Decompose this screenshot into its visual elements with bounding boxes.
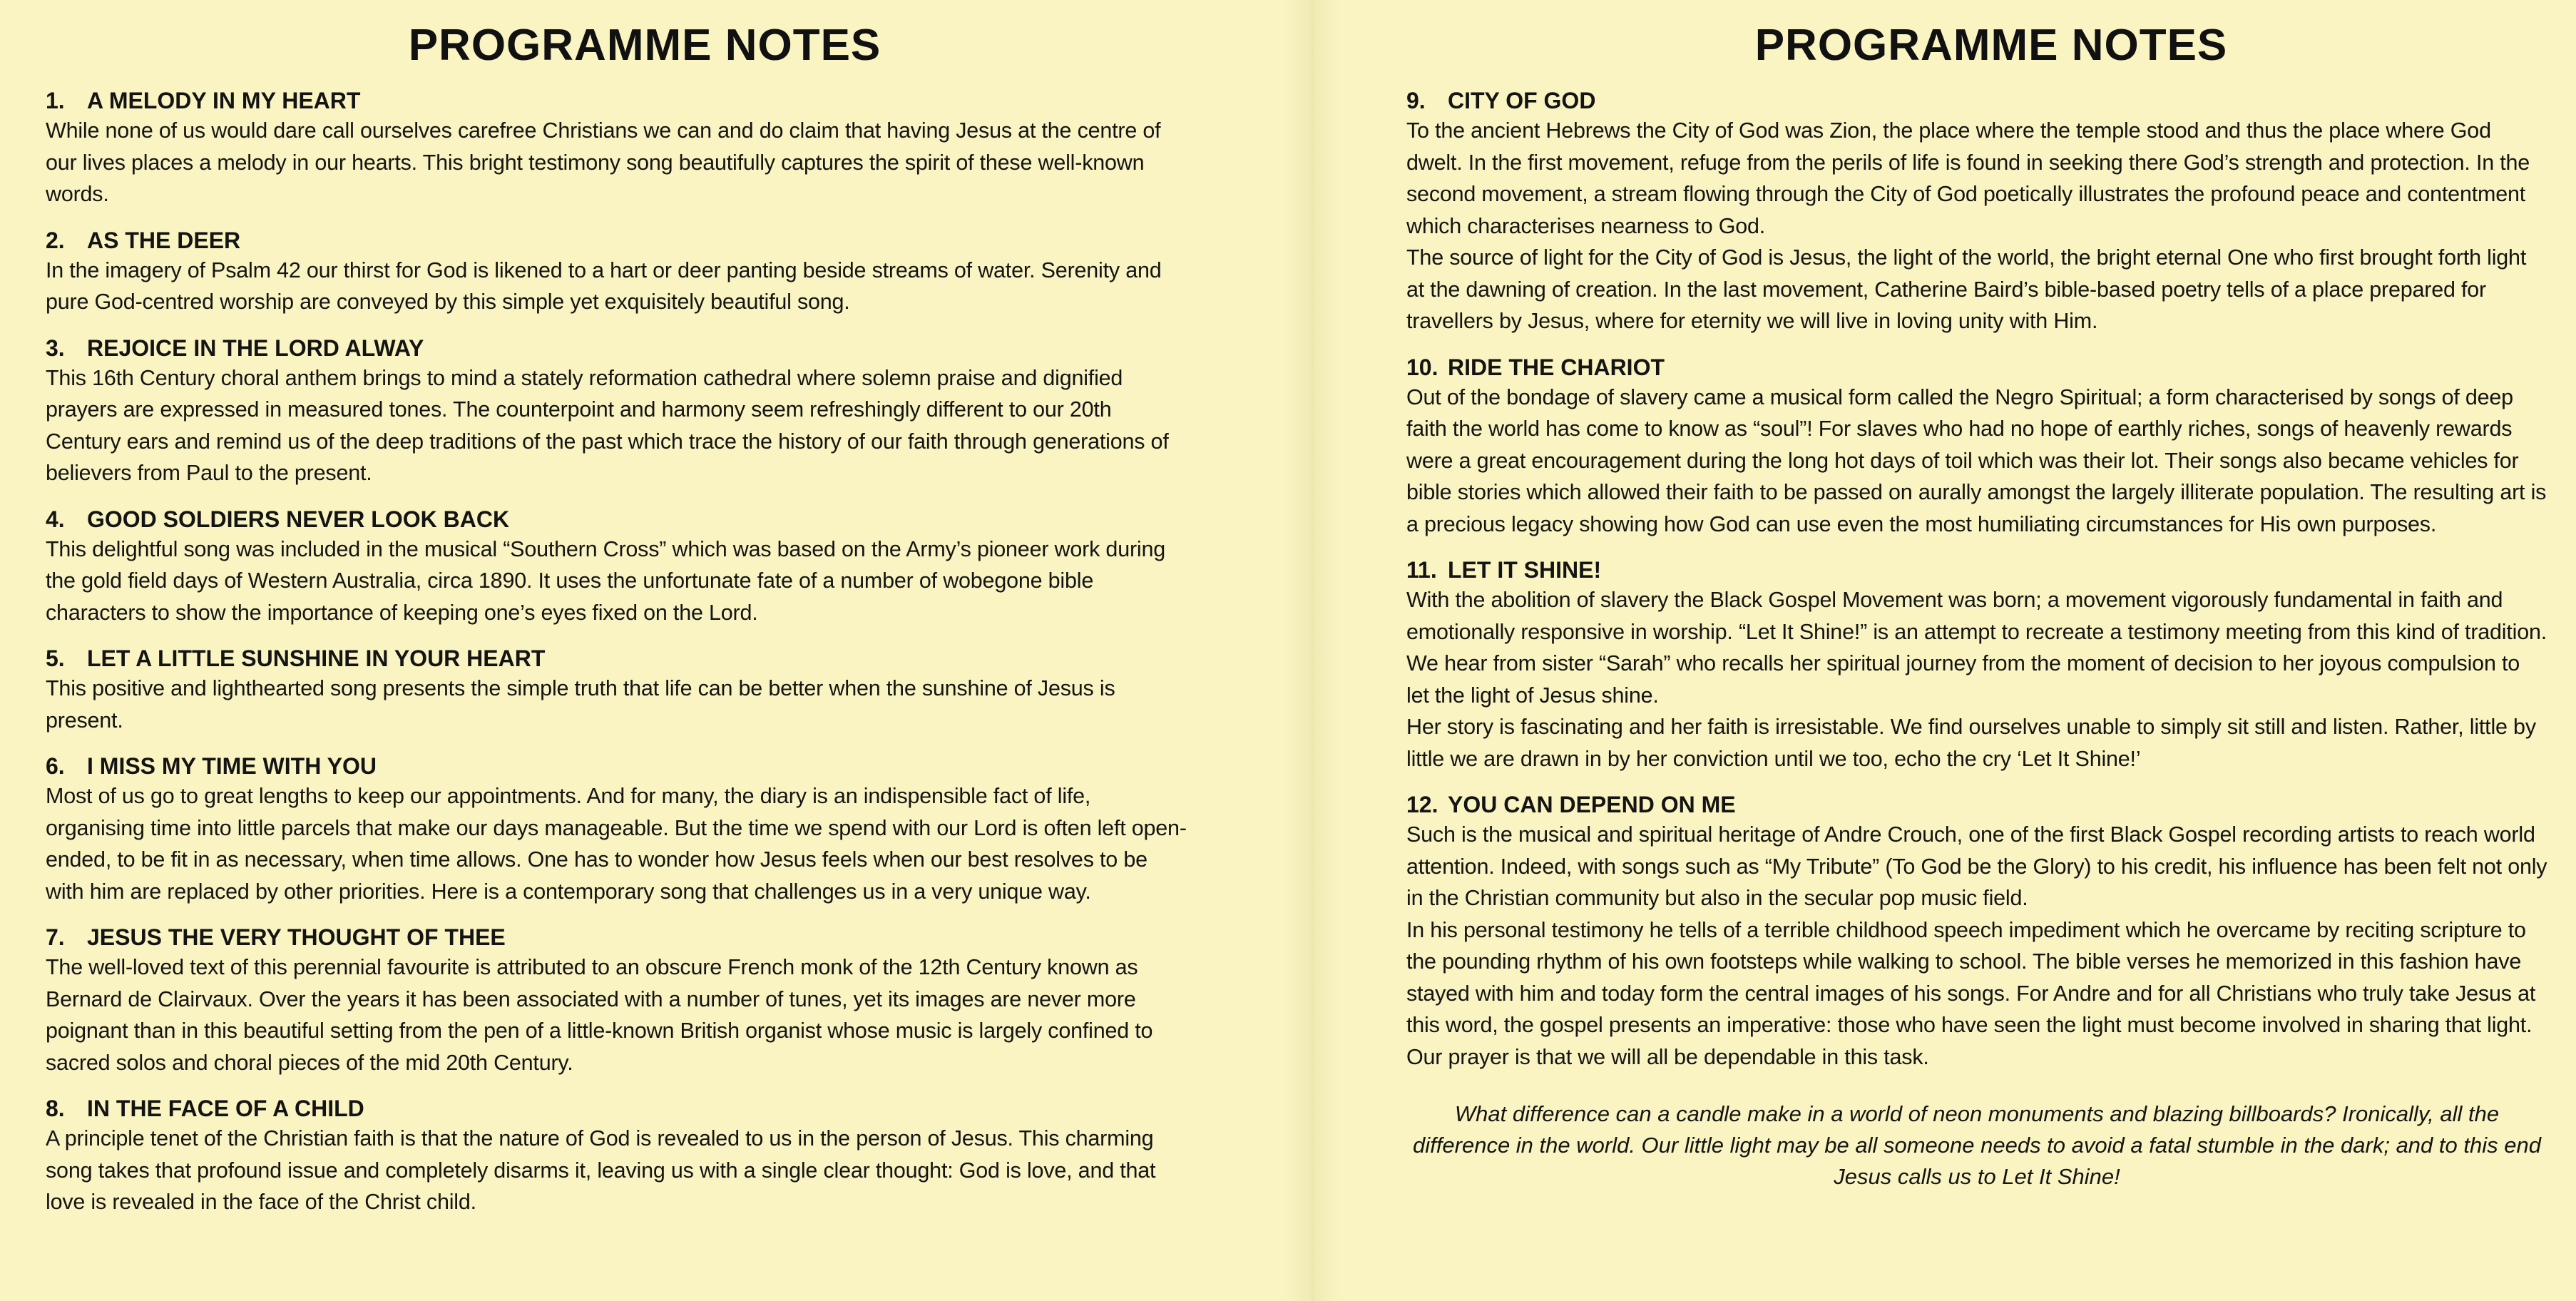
note-heading (46, 86, 1284, 115)
note-paragraph: This positive and lighthearted song presents the simple truth that life can be better when the sunshine of Jesus is present. (46, 676, 1115, 733)
note-number: 4. (46, 506, 65, 532)
note-7 (46, 923, 1284, 1078)
note-paragraph: This 16th Century choral anthem brings to mind a stately reformation cathedral where solemn praise and dignified prayers are expressed in measured tones. The counterpoint and harmony seem refreshingly different to our 20th Century ears and remind us of the deep traditions of the past which trace the history of our faith through generations of believers from Paul to the present. (46, 365, 1169, 485)
note-paragraph: A principle tenet of the Christian faith is that the nature of God is revealed to us in the person of Jesus. This charming song takes that profound issue and completely disarms it, leaving us with a single clear thought: God is love, and that love is revealed in the face of the Christ child. (46, 1126, 1156, 1214)
note-title: I MISS MY TIME WITH YOU (87, 753, 377, 779)
note-3 (46, 334, 1284, 489)
note-paragraph: Out of the bondage of slavery came a musical form called the Negro Spiritual; a form characterised by songs of deep faith the world has come to know as “soul”! For slaves who had no hope of earthly riches, songs of heavenly rewards were a great encouragement during the long hot days of toil which was their lot. Their songs also became vehicles for bible stories which allowed their faith to be passed on aurally amongst the largely illiterate population. The resulting art is a precious legacy showing how God can use even the most humiliating circumstances for His own purposes. (1406, 384, 2547, 536)
note-8 (46, 1094, 1284, 1218)
note-number: 1. (46, 88, 65, 113)
note-paragraph: Most of us go to great lengths to keep our appointments. And for many, the diary is an indispensible fact of life, organising time into little parcels that make our days manageable. But the time we spend with our Lord is often left open-ended, to be fit in as necessary, when time allows. One has to wonder how Jesus feels when our best resolves to be with him are replaced by other priorities. Here is a contemporary song that challenges us in a very unique way. (46, 784, 1187, 904)
note-12 (1406, 790, 2576, 1073)
note-1 (46, 86, 1284, 210)
note-paragraph: In the imagery of Psalm 42 our thirst for God is likened to a hart or deer panting beside streams of water. Serenity and pure God-centred worship are conveyed by this simple yet exquisitely beautiful song. (46, 257, 1162, 314)
note-number: 7. (46, 924, 65, 950)
note-paragraph: While none of us would dare call ourselves carefree Christians we can and do claim that having Jesus at the centre of our lives places a melody in our hearts. This bright testimony song beautifully captures the spirit of these well-known words. (46, 118, 1161, 206)
note-heading (46, 226, 1284, 255)
page-title: PROGRAMME NOTES (1754, 21, 2228, 70)
note-title: YOU CAN DEPEND ON ME (1448, 792, 1736, 817)
note-2 (46, 226, 1284, 318)
right-page (1341, 0, 2576, 1301)
note-9 (1406, 86, 2576, 337)
note-title: GOOD SOLDIERS NEVER LOOK BACK (87, 506, 510, 532)
note-paragraph: This delightful song was included in the musical “Southern Cross” which was based on the Army’s pioneer work during the gold field days of Western Australia, circa 1890. It uses the unfortunate fate of a number of wobegone bible characters to show the importance of keeping one’s eyes fixed on the Lord. (46, 536, 1166, 625)
note-number: 10. (1406, 354, 1438, 380)
note-heading (1406, 86, 2576, 115)
note-number: 12. (1406, 792, 1438, 817)
note-heading (46, 334, 1284, 362)
note-title: REJOICE IN THE LORD ALWAY (87, 335, 424, 361)
note-number: 9. (1406, 88, 1426, 113)
note-heading (1406, 556, 2576, 584)
note-paragraph: The well-loved text of this perennial favourite is attributed to an obscure French monk of the 12th Century known as Bernard de Clairvaux. Over the years it has been associated with a number of tunes, yet its images are never more poignant than in this beautiful setting from the pen of a little-known British organist whose music is largely confined to sacred solos and choral pieces of the mid 20th Century. (46, 955, 1153, 1075)
left-page (0, 0, 1284, 1301)
note-number: 2. (46, 227, 65, 253)
booklet-fold (1284, 0, 1341, 1301)
note-paragraph: With the abolition of slavery the Black Gospel Movement was born; a movement vigorously fundamental in faith and emotionally responsive in worship. “Let It Shine!” is an attempt to recreate a testimony meeting from this kind of tradition. We hear from sister “Sarah” who recalls her spiritual journey from the moment of decision to her joyous compulsion to let the light of Jesus shine. (1406, 588, 2547, 708)
note-heading (46, 752, 1284, 780)
note-heading (1406, 790, 2576, 819)
page-title: PROGRAMME NOTES (408, 21, 881, 70)
note-title: AS THE DEER (87, 227, 241, 253)
note-title: JESUS THE VERY THOUGHT OF THEE (87, 924, 506, 950)
note-heading (46, 923, 1284, 951)
note-paragraph: In his personal testimony he tells of a terrible childhood speech impediment which he overcame by reciting scripture to the pounding rhythm of his own footsteps while walking to school. The bible verses he memorized in this fashion have stayed with him and today form the central images of his songs. For Andre and for all Christians who truly take Jesus at this word, the gospel presents an imperative: those who have seen the light must become involved in sharing that light. Our prayer is that we will all be dependable in this task. (1406, 917, 2536, 1069)
note-10 (1406, 353, 2576, 541)
note-number: 6. (46, 753, 65, 779)
note-heading (46, 644, 1284, 673)
note-number: 8. (46, 1096, 65, 1121)
note-paragraph: The source of light for the City of God is Jesus, the light of the world, the bright eternal One who first brought forth light at the dawning of creation. In the last movement, Catherine Baird’s bible-based poetry tells of a place prepared for travellers by Jesus, where for eternity we will live in loving unity with Him. (1406, 245, 2527, 333)
note-number: 5. (46, 646, 65, 671)
note-title: A MELODY IN MY HEART (87, 88, 361, 113)
note-paragraph: Such is the musical and spiritual heritage of Andre Crouch, one of the first Black Gospel recording artists to reach world attention. Indeed, with songs such as “My Tribute” (To God be the Glory) to his credit, his influence has been felt not only in the Christian community but also in the secular pop music field. (1406, 822, 2547, 910)
note-6 (46, 752, 1284, 907)
note-heading (46, 505, 1284, 534)
note-heading (1406, 353, 2576, 382)
note-number: 3. (46, 335, 65, 361)
note-number: 11. (1406, 557, 1437, 583)
note-title: LET IT SHINE! (1448, 557, 1602, 583)
note-title: LET A LITTLE SUNSHINE IN YOUR HEART (87, 646, 546, 671)
note-paragraph: To the ancient Hebrews the City of God was Zion, the place where the temple stood and thus the place where God dwelt. In the first movement, refuge from the perils of life is found in seeking there God’s strength and protection. In the second movement, a stream flowing through the City of God poetically illustrates the profound peace and contentment which characterises nearness to God. (1406, 118, 2530, 238)
note-title: IN THE FACE OF A CHILD (87, 1096, 364, 1121)
note-heading (46, 1094, 1284, 1123)
note-5 (46, 644, 1284, 736)
closing-quote: What difference can a candle make in a world of neon monuments and blazing billboards? Ironically, all the difference in the world. Our little light may be all someone needs to avoid a fatal stumble in the dark; and to this end Jesus calls us to Let It Shine! (1413, 1101, 2541, 1189)
note-title: RIDE THE CHARIOT (1448, 354, 1665, 380)
note-title: CITY OF GOD (1448, 88, 1596, 113)
note-4 (46, 505, 1284, 629)
note-11 (1406, 556, 2576, 775)
note-paragraph: Her story is fascinating and her faith is irresistable. We find ourselves unable to simply sit still and listen. Rather, little by little we are drawn in by her conviction until we too, echo the cry ‘Let It Shine!’ (1406, 715, 2536, 771)
